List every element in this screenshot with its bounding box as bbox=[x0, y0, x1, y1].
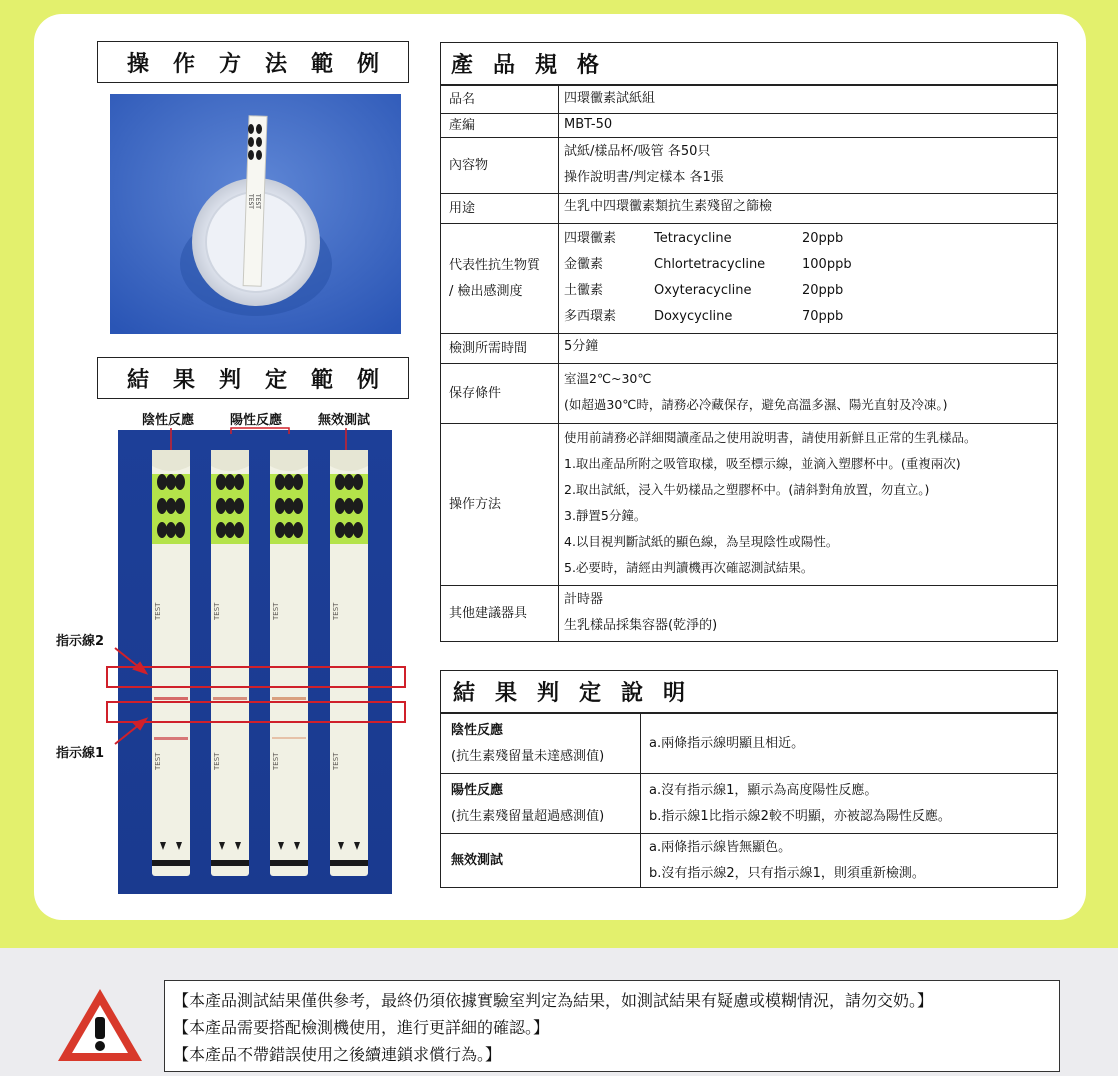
antibiotic-item: 金黴素 Chlortetracycline 100ppb bbox=[564, 257, 852, 272]
result-example-title: 結果判定範例 bbox=[97, 357, 409, 399]
strip-negative bbox=[152, 450, 190, 876]
spec-row-storage: 保存條件 室溫2℃~30℃ (如超過30℃時，請務必冷藏保存，避免高溫多濕、陽光直射及冷凍。) bbox=[441, 363, 1057, 423]
spec-row-method: 操作方法 使用前請務必詳細閱讀產品之使用說明書，請使用新鮮且正常的生乳樣品。 1.取出產品所附之吸管取樣，吸至標示線，並滴入塑膠杯中。(重複兩次) 2.取出試紙，浸入牛奶樣品之塑膠杯中。(請斜對角放置，勿直立。) 3.靜置5分鐘。 4.以目視判斷試紙的顯色線，為呈現陰性或陽性。 5.必要時，請經由判讀機再次確認測試結果。 bbox=[441, 423, 1057, 585]
svg-text:TEST: TEST bbox=[254, 194, 261, 209]
spec-row-name: 品名 四環黴素試紙組 bbox=[441, 85, 1057, 113]
product-spec-table bbox=[440, 42, 1058, 642]
spec-row-time: 檢測所需時間 5分鐘 bbox=[441, 333, 1057, 363]
antibiotic-item: 四環黴素 Tetracycline 20ppb bbox=[564, 231, 844, 246]
svg-text:TEST: TEST bbox=[332, 602, 340, 620]
method-photo bbox=[110, 94, 401, 334]
result-explanation-title: 結果判定說明 bbox=[441, 671, 1057, 713]
spec-title: 產品規格 bbox=[441, 43, 1057, 85]
method-example-title: 操作方法範例 bbox=[97, 41, 409, 83]
svg-text:TEST: TEST bbox=[154, 752, 162, 770]
disclaimer-box bbox=[164, 980, 1060, 1072]
invalid-strip-label: 無效測試 bbox=[318, 413, 371, 428]
svg-text:TEST: TEST bbox=[213, 752, 221, 770]
svg-text:TEST: TEST bbox=[213, 602, 221, 620]
svg-text:TEST: TEST bbox=[154, 602, 162, 620]
strip-positive-2 bbox=[270, 450, 308, 876]
cup-with-strip-image bbox=[110, 94, 401, 334]
spec-row-antibiotics: 代表性抗生物質 / 檢出感測度 四環黴素 Tetracycline 20ppb 金黴素 Chlortetracycline 100ppb 土黴素 Oxyteracycline 20ppb 多西環素 Doxycycline 70ppb bbox=[441, 223, 1057, 333]
antibiotic-item: 多西環素 Doxycycline 70ppb bbox=[564, 309, 844, 324]
result-row-negative: 陰性反應 (抗生素殘留量未達感測值) a.兩條指示線明顯且相近。 bbox=[441, 713, 1057, 773]
spec-row-code: 產編 MBT-50 bbox=[441, 113, 1057, 137]
svg-text:TEST: TEST bbox=[332, 752, 340, 770]
disclaimer-line-3: 【本產品不帶錯誤使用之後續連鎖求償行為。】 bbox=[173, 1045, 502, 1064]
strip-positive-1 bbox=[211, 450, 249, 876]
spec-row-contents: 內容物 試紙/樣品杯/吸管 各50只 操作說明書/判定樣本 各1張 bbox=[441, 137, 1057, 193]
positive-strip-label: 陽性反應 bbox=[230, 413, 283, 428]
indicator-line-1-label: 指示線1 bbox=[56, 746, 105, 761]
result-row-positive: 陽性反應 (抗生素殘留量超過感測值) a.沒有指示線1，顯示為高度陽性反應。 b.指示線1比指示線2較不明顯，亦被認為陽性反應。 bbox=[441, 773, 1057, 833]
spec-row-usage: 用途 生乳中四環黴素類抗生素殘留之篩檢 bbox=[441, 193, 1057, 223]
result-explanation-table bbox=[440, 670, 1058, 888]
svg-text:TEST: TEST bbox=[247, 194, 254, 209]
result-strips-figure bbox=[0, 420, 440, 900]
indicator-line-2-label: 指示線2 bbox=[56, 634, 105, 649]
antibiotic-item: 土黴素 Oxyteracycline 20ppb bbox=[564, 283, 844, 298]
disclaimer-line-2: 【本產品需要搭配檢測機使用，進行更詳細的確認。】 bbox=[173, 1018, 550, 1037]
svg-text:TEST: TEST bbox=[272, 752, 280, 770]
svg-text:TEST: TEST bbox=[272, 602, 280, 620]
spec-row-other: 其他建議器具 計時器 生乳樣品採集容器(乾淨的) bbox=[441, 585, 1057, 641]
warning-icon bbox=[54, 985, 146, 1065]
result-row-invalid: 無效測試 a.兩條指示線皆無顯色。 b.沒有指示線2，只有指示線1，則須重新檢測。 bbox=[441, 833, 1057, 887]
strip-invalid bbox=[330, 450, 368, 876]
negative-strip-label: 陰性反應 bbox=[142, 413, 195, 428]
disclaimer-line-1: 【本產品測試結果僅供參考，最終仍須依據實驗室判定為結果，如測試結果有疑慮或模糊情況，請勿交奶。】 bbox=[173, 991, 934, 1010]
